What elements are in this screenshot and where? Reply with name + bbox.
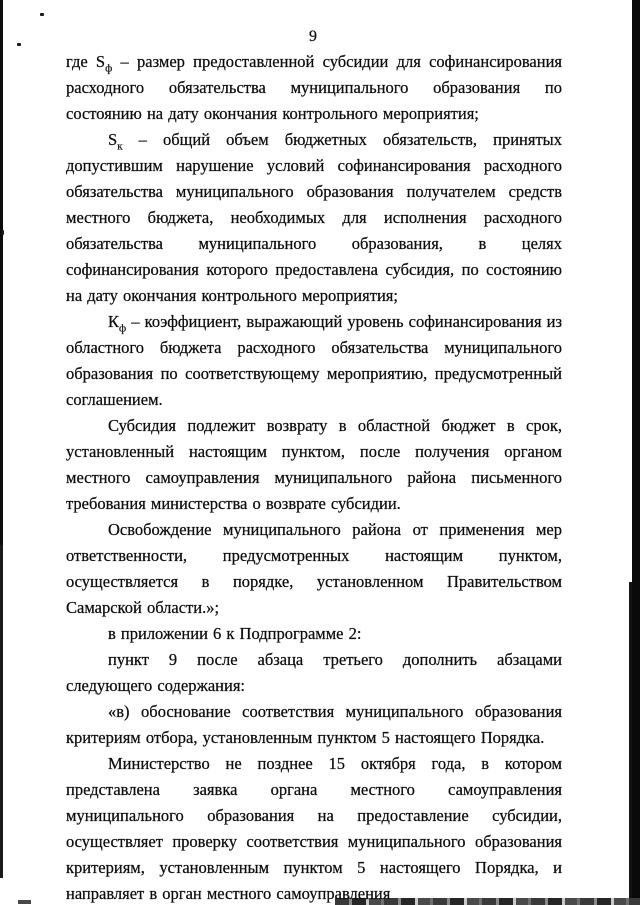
document-body <box>66 49 562 905</box>
scan-speck <box>17 43 21 46</box>
scan-edge-bottom-dash <box>18 900 31 904</box>
paragraph-2: $S_к$ – общий объем бюджетных обязательств, принятых допустившим нарушение условий софинансирования расходного обязательства муниципального образования получателем средств местного бюджета, необходимых для исполнения расходного обязательства муниципального образования, в целях софинансирования которого предоставлена субсидия, по состоянию на дату окончания контрольного мероприятия; <box>66 130 562 305</box>
paragraph-3: $К_ф$ – коэффициент, выражающий уровень софинансирования из областного бюджета расходного обязательства муниципального образования по соответствующему мероприятию, предусмотренный соглашением. <box>66 312 563 409</box>
formula-subscript: ф <box>119 322 127 335</box>
scan-speck <box>2 230 4 235</box>
paragraph-1: где $S_ф$ – размер предоставленной субсидии для софинансирования расходного обязательства муниципального образования по состоянию на дату окончания контрольного мероприятия; <box>66 52 562 123</box>
formula-subscript: ф <box>105 62 113 75</box>
paragraph-8: «в) обоснование соответствия муниципального образования критериям отбора, установленным пунктом 5 настоящего Порядка. <box>66 702 562 747</box>
formula-subscript: к <box>117 140 123 153</box>
paragraph-4: Субсидия подлежит возврату в областной бюджет в срок, установленный настоящим пунктом, после получения органом местного самоуправления муниципального района письменного требования министерства о возврате субсидии. <box>66 416 562 513</box>
page-number: 9 <box>309 28 317 45</box>
scan-edge-right <box>632 0 640 905</box>
scan-speck <box>40 13 44 16</box>
paragraph-5: Освобождение муниципального района от применения мер ответственности, предусмотренных настоящим пунктом, осуществляется в порядке, установленном Правительством Самарской области.»; <box>66 520 562 617</box>
scan-edge-left <box>0 0 3 878</box>
paragraph-9: Министерство не позднее 15 октября года, в котором представлена заявка органа местного самоуправления муниципального образования на предоставление субсидии, осуществляет проверку соответствия муниципального образования критериям, установленным пунктом 5 настоящего Порядка, и направляет в орган местного самоуправления <box>66 754 562 903</box>
paragraph-7: пункт 9 после абзаца третьего дополнить абзацами следующего содержания: <box>66 650 562 695</box>
paragraph-6: в приложении 6 к Подпрограмме 2: <box>108 624 362 643</box>
